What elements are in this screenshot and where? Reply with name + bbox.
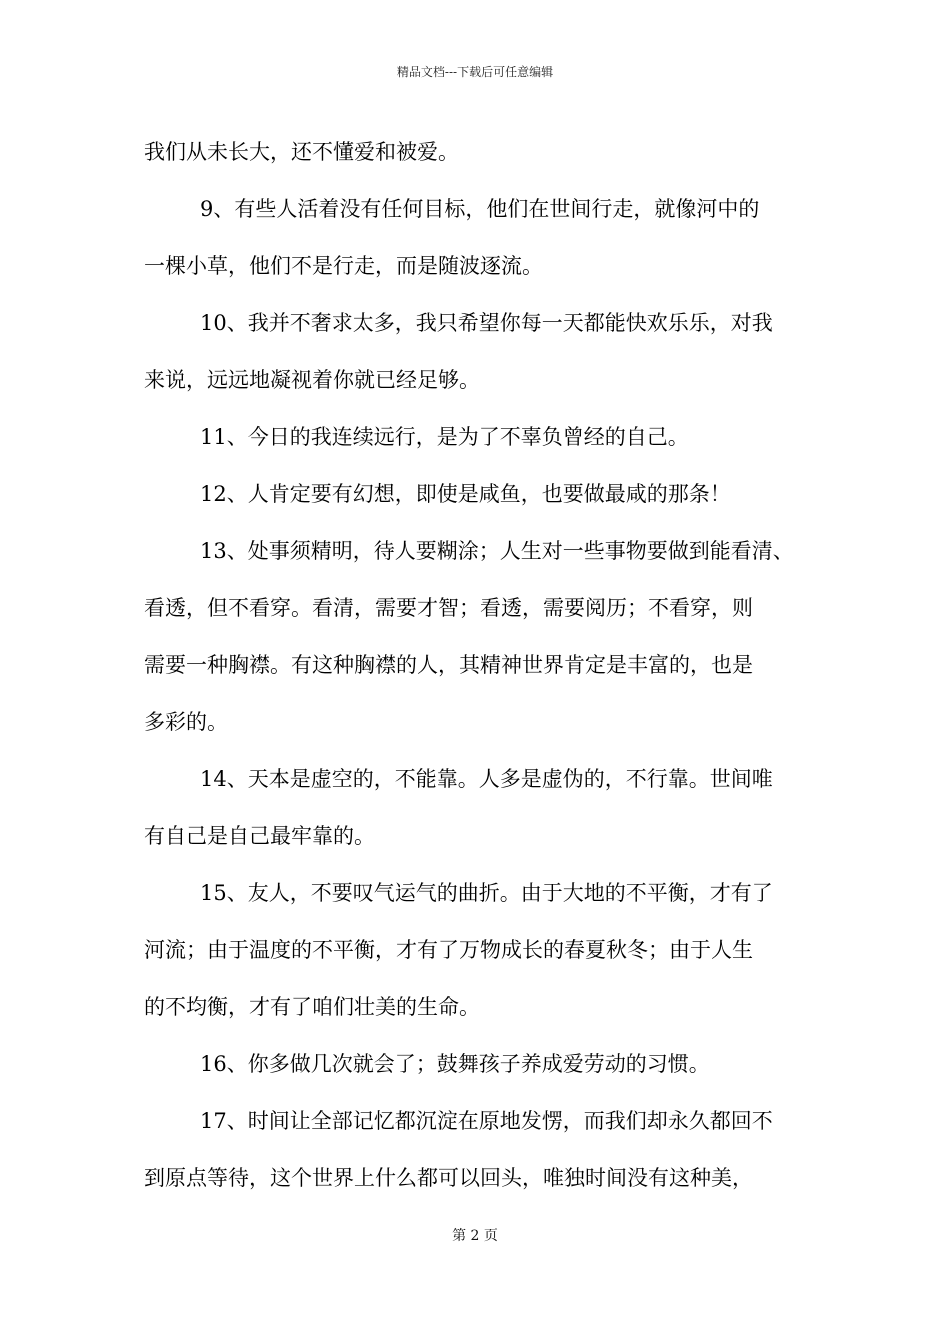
text-line: 14、天本是虚空的，不能靠。人多是虚伪的，不行靠。世间唯 [200, 767, 773, 791]
page-header: 精品文档---下载后可任意编辑 [396, 65, 554, 79]
text-line: 17、时间让全部记忆都沉淀在原地发愣，而我们却永久都回不 [200, 1109, 773, 1133]
text-line: 9、有些人活着没有任何目标，他们在世间行走，就像河中的 [200, 197, 760, 221]
text-line: 到原点等待，这个世界上什么都可以回头，唯独时间没有这种美， [144, 1166, 753, 1190]
text-line: 12、人肯定要有幻想，即使是咸鱼，也要做最咸的那条！ [200, 482, 731, 506]
text-line: 16、你多做几次就会了；鼓舞孩子养成爱劳动的习惯。 [200, 1052, 710, 1076]
text-line: 15、友人，不要叹气运气的曲折。由于大地的不平衡，才有了 [200, 881, 773, 905]
text-line: 河流；由于温度的不平衡，才有了万物成长的春夏秋冬；由于人生 [144, 938, 753, 962]
text-line: 需要一种胸襟。有这种胸襟的人，其精神世界肯定是丰富的，也是 [144, 653, 753, 677]
text-line: 多彩的。 [144, 710, 228, 734]
text-line: 我们从未长大，还不懂爱和被爱。 [144, 140, 459, 164]
text-line: 11、今日的我连续远行，是为了不辜负曾经的自己。 [200, 425, 689, 449]
text-line: 13、处事须精明，待人要糊涂；人生对一些事物要做到能看清、 [200, 539, 794, 563]
text-line: 看透，但不看穿。看清，需要才智；看透，需要阅历；不看穿，则 [144, 596, 753, 620]
text-line: 10、我并不奢求太多，我只希望你每一天都能快欢乐乐，对我 [200, 311, 773, 335]
text-line: 来说，远远地凝视着你就已经足够。 [144, 368, 480, 392]
text-line: 有自己是自己最牢靠的。 [144, 824, 375, 848]
page-number: 第 2 页 [452, 1228, 498, 1244]
text-line: 的不均衡，才有了咱们壮美的生命。 [144, 995, 480, 1019]
text-line: 一棵小草，他们不是行走，而是随波逐流。 [144, 254, 543, 278]
